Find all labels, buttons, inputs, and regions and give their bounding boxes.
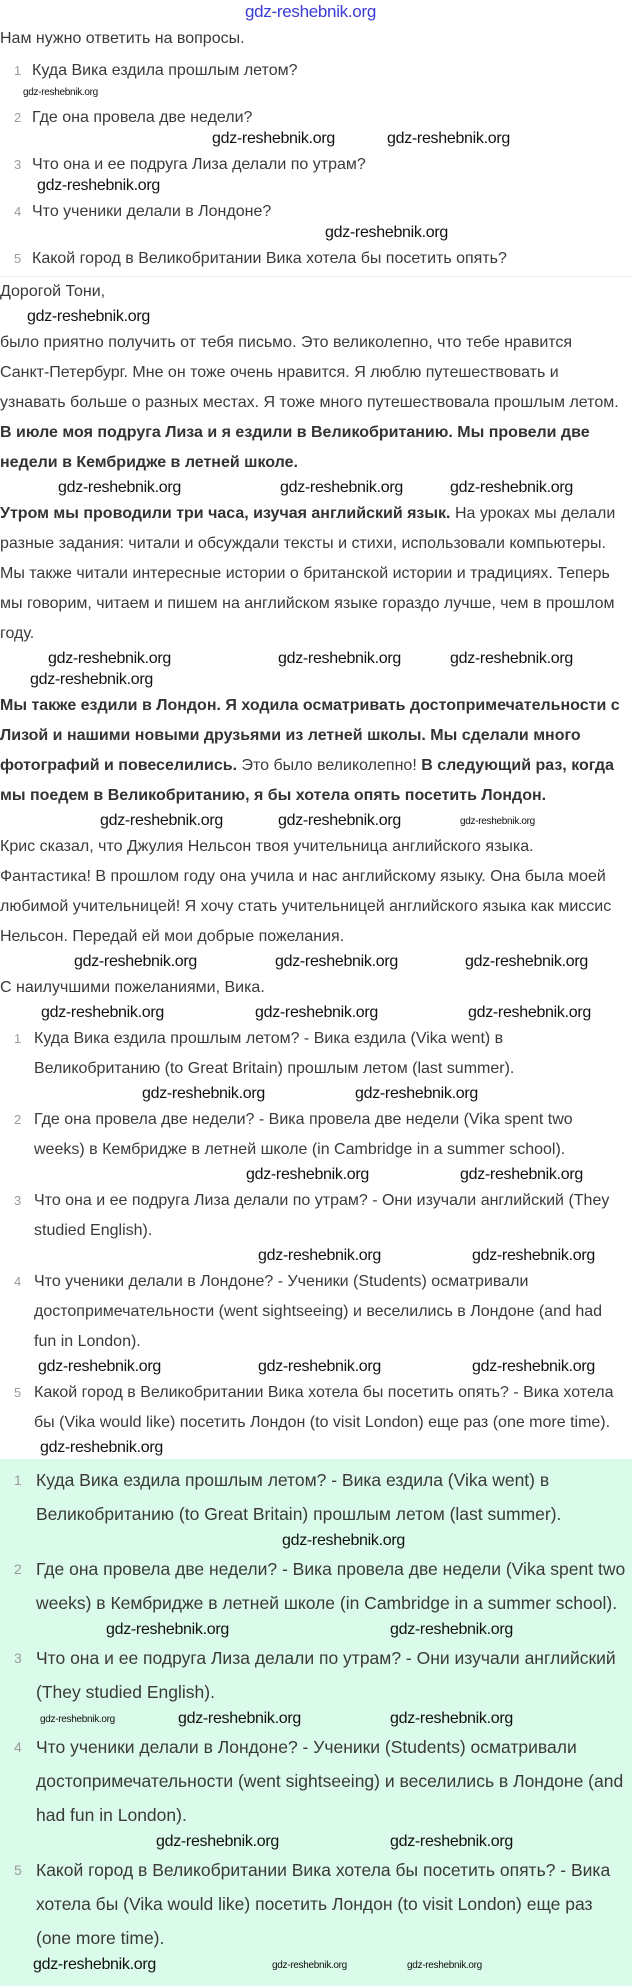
watermark-row	[0, 129, 632, 150]
watermark-row	[0, 1084, 632, 1105]
watermark: gdz-reshebnik.org	[465, 953, 588, 970]
watermark-row	[0, 1438, 632, 1459]
answer-number: 5	[14, 1862, 22, 1878]
watermark: gdz-reshebnik.org	[38, 1358, 161, 1375]
letter	[0, 277, 625, 1024]
question-number: 2	[14, 110, 22, 125]
question-text: Где она провела две недели?	[32, 109, 253, 126]
watermark: gdz-reshebnik.org	[27, 308, 150, 325]
question-number: 1	[14, 63, 22, 78]
watermark: gdz-reshebnik.org	[460, 816, 535, 827]
answer-2	[0, 1105, 624, 1165]
watermark-row	[0, 1531, 632, 1552]
watermark: gdz-reshebnik.org	[275, 953, 398, 970]
bold-text: Мы также ездили в Лондон. Я ходила осматривать достопримечательности с Лизой и нашими новыми друзьями из летней школы. Мы сделали много фотографий и повеселились.	[0, 697, 620, 774]
bold-text: В июле моя подруга Лиза и я ездили в Великобританию. Мы провели две недели в Кембридже в летней школе.	[0, 424, 590, 471]
watermark: gdz-reshebnik.org	[41, 1004, 164, 1021]
watermark: gdz-reshebnik.org	[40, 1714, 115, 1725]
highlighted-answer-1	[0, 1463, 629, 1531]
watermark: gdz-reshebnik.org	[255, 1004, 378, 1021]
highlighted-answer-3	[0, 1641, 629, 1709]
watermark: gdz-reshebnik.org	[142, 1085, 265, 1102]
answer-text: Где она провела две недели? - Вика провела две недели (Vika spent two weeks) в Кембридже в летней школе (in Cambridge in a summer school).	[34, 1111, 573, 1158]
answer-number: 1	[14, 1472, 22, 1488]
highlighted-answer-4	[0, 1730, 629, 1832]
question-text: Какой город в Великобритании Вика хотела бы посетить опять?	[32, 250, 507, 267]
text: Это было великолепно!	[237, 757, 422, 774]
watermark: gdz-reshebnik.org	[58, 479, 181, 496]
watermark: gdz-reshebnik.org	[278, 650, 401, 667]
question-1	[0, 56, 632, 82]
question-text: Куда Вика ездила прошлым летом?	[32, 62, 298, 79]
answer-text: Куда Вика ездила прошлым летом? - Вика ездила (Vika went) в Великобританию (to Great Britain) прошлым летом (last summer).	[36, 1470, 562, 1524]
watermark: gdz-reshebnik.org	[390, 1621, 513, 1638]
watermark: gdz-reshebnik.org	[37, 177, 160, 194]
watermark-row	[0, 1003, 625, 1024]
answer-text: Что ученики делали в Лондоне? - Ученики (Students) осматривали достопримечательности (went sightseeing) и веселились в Лондоне (and had fun in London).	[34, 1273, 603, 1350]
watermark-row	[0, 649, 625, 670]
watermark-row	[0, 1357, 632, 1378]
watermark: gdz-reshebnik.org	[460, 1166, 583, 1183]
answer-text: Что она и ее подруга Лиза делали по утрам? - Они изучали английский (They studied English).	[34, 1192, 610, 1239]
answer-text: Что ученики делали в Лондоне? - Ученики (Students) осматривали достопримечательности (went sightseeing) и веселились в Лондоне (and had fun in London).	[36, 1737, 624, 1825]
answer-1	[0, 1024, 624, 1084]
watermark: gdz-reshebnik.org	[178, 1710, 301, 1727]
answer-number: 2	[14, 1112, 22, 1127]
watermark: gdz-reshebnik.org	[106, 1621, 229, 1638]
watermark-row	[0, 176, 632, 197]
watermark: gdz-reshebnik.org	[472, 1358, 595, 1375]
watermark-row	[0, 1620, 632, 1641]
watermark: gdz-reshebnik.org	[450, 479, 573, 496]
text: было приятно получить от тебя письмо. Это великолепно, что тебе нравится Санкт-Петербург. Мне он тоже очень нравится. Я люблю путешествовать и узнавать больше о разных местах. Я тоже много путешествовала прошлым летом.	[0, 334, 619, 411]
watermark: gdz-reshebnik.org	[390, 1833, 513, 1850]
watermark-row	[0, 1165, 632, 1186]
watermark: gdz-reshebnik.org	[212, 130, 335, 147]
question-number: 4	[14, 204, 22, 219]
watermark: gdz-reshebnik.org	[246, 1166, 369, 1183]
watermark-row	[0, 670, 625, 691]
watermark-row	[0, 1832, 632, 1853]
watermark: gdz-reshebnik.org	[450, 650, 573, 667]
highlighted-answers	[0, 1459, 632, 1986]
watermark: gdz-reshebnik.org	[33, 1956, 156, 1973]
watermark: gdz-reshebnik.org	[355, 1085, 478, 1102]
answer-number: 3	[14, 1193, 22, 1208]
watermark: gdz-reshebnik.org	[390, 1710, 513, 1727]
answer-text: Какой город в Великобритании Вика хотела бы посетить опять? - Вика хотела бы (Vika would like) посетить Лондон (to visit London) еще раз (one more time).	[36, 1860, 611, 1948]
watermark: gdz-reshebnik.org	[407, 1960, 482, 1971]
answer-text: Куда Вика ездила прошлым летом? - Вика ездила (Vika went) в Великобританию (to Great Britain) прошлым летом (last summer).	[34, 1030, 515, 1077]
watermark-row	[0, 952, 625, 973]
watermark-row	[0, 1955, 632, 1976]
answer-number: 3	[14, 1650, 22, 1666]
intro-text: Нам нужно ответить на вопросы.	[0, 30, 245, 47]
question-text: Что она и ее подруга Лиза делали по утрам?	[32, 156, 366, 173]
watermark: gdz-reshebnik.org	[23, 87, 98, 98]
watermark: gdz-reshebnik.org	[258, 1358, 381, 1375]
answer-5	[0, 1378, 624, 1438]
watermark-row	[0, 811, 625, 832]
question-4	[0, 197, 632, 223]
watermark-row	[0, 223, 632, 244]
watermark: gdz-reshebnik.org	[100, 812, 223, 829]
watermark: gdz-reshebnik.org	[30, 671, 153, 688]
watermark: gdz-reshebnik.org	[272, 1960, 347, 1971]
text: На уроках мы делали разные задания: читали и обсуждали тексты и стихи, использовали компьютеры. Мы также читали интересные истории о британской истории и традициях. Теперь мы говорим, читаем и пишем на английском языке гораздо лучше, чем в прошлом году.	[0, 505, 616, 642]
answer-3	[0, 1186, 624, 1246]
highlighted-answer-2	[0, 1552, 629, 1620]
watermark-row	[0, 1709, 632, 1730]
question-number: 3	[14, 157, 22, 172]
watermark-row	[0, 82, 632, 103]
letter-closing: С наилучшими пожеланиями, Вика.	[0, 979, 265, 996]
answer-text: Что она и ее подруга Лиза делали по утрам? - Они изучали английский (They studied English).	[36, 1648, 616, 1702]
answer-number: 2	[14, 1561, 22, 1577]
letter-paragraph-3	[0, 691, 625, 811]
answer-number: 4	[14, 1739, 22, 1755]
watermark: gdz-reshebnik.org	[282, 1532, 405, 1549]
answer-number: 1	[14, 1031, 22, 1046]
watermark: gdz-reshebnik.org	[280, 479, 403, 496]
highlighted-answer-5	[0, 1853, 629, 1955]
watermark: gdz-reshebnik.org	[387, 130, 510, 147]
answer-text: Где она провела две недели? - Вика провела две недели (Vika spent two weeks) в Кембридже в летней школе (in Cambridge in a summer school).	[36, 1559, 626, 1613]
letter-greeting: Дорогой Тони,	[0, 283, 106, 300]
watermark: gdz-reshebnik.org	[74, 953, 197, 970]
question-2	[0, 103, 632, 129]
watermark-row	[0, 307, 625, 328]
question-text: Что ученики делали в Лондоне?	[32, 203, 272, 220]
watermark-top: gdz-reshebnik.org	[245, 2, 376, 21]
question-number: 5	[14, 251, 22, 266]
watermark: gdz-reshebnik.org	[325, 224, 448, 241]
bold-text: Утром мы проводили три часа, изучая английский язык.	[0, 505, 451, 522]
letter-paragraph-1	[0, 328, 625, 478]
watermark: gdz-reshebnik.org	[40, 1439, 163, 1456]
answer-number: 4	[14, 1274, 22, 1289]
watermark: gdz-reshebnik.org	[468, 1004, 591, 1021]
watermark-row	[0, 478, 625, 499]
letter-paragraph-2	[0, 499, 625, 649]
answer-number: 5	[14, 1385, 22, 1400]
question-3	[0, 150, 632, 176]
question-5	[0, 244, 632, 270]
letter-paragraph-4: Крис сказал, что Джулия Нельсон твоя учительница английского языка. Фантастика! В прошлом году она учила и нас английскому языку. Она была моей любимой учительницей! Я хочу стать учительницей английского языка как миссис Нельсон. Передай ей мои добрые пожелания.	[0, 838, 612, 945]
watermark: gdz-reshebnik.org	[48, 650, 171, 667]
watermark: gdz-reshebnik.org	[258, 1247, 381, 1264]
watermark: gdz-reshebnik.org	[472, 1247, 595, 1264]
answer-4	[0, 1267, 624, 1357]
answer-text: Какой город в Великобритании Вика хотела бы посетить опять? - Вика хотела бы (Vika would like) посетить Лондон (to visit London) еще раз (one more time).	[34, 1384, 614, 1431]
watermark: gdz-reshebnik.org	[156, 1833, 279, 1850]
watermark: gdz-reshebnik.org	[278, 812, 401, 829]
watermark-row	[0, 1246, 632, 1267]
bold-text: В следующий раз, когда мы поедем в Великобританию, я бы хотела опять посетить Лондон.	[0, 757, 614, 804]
watermark-row	[0, 0, 632, 24]
